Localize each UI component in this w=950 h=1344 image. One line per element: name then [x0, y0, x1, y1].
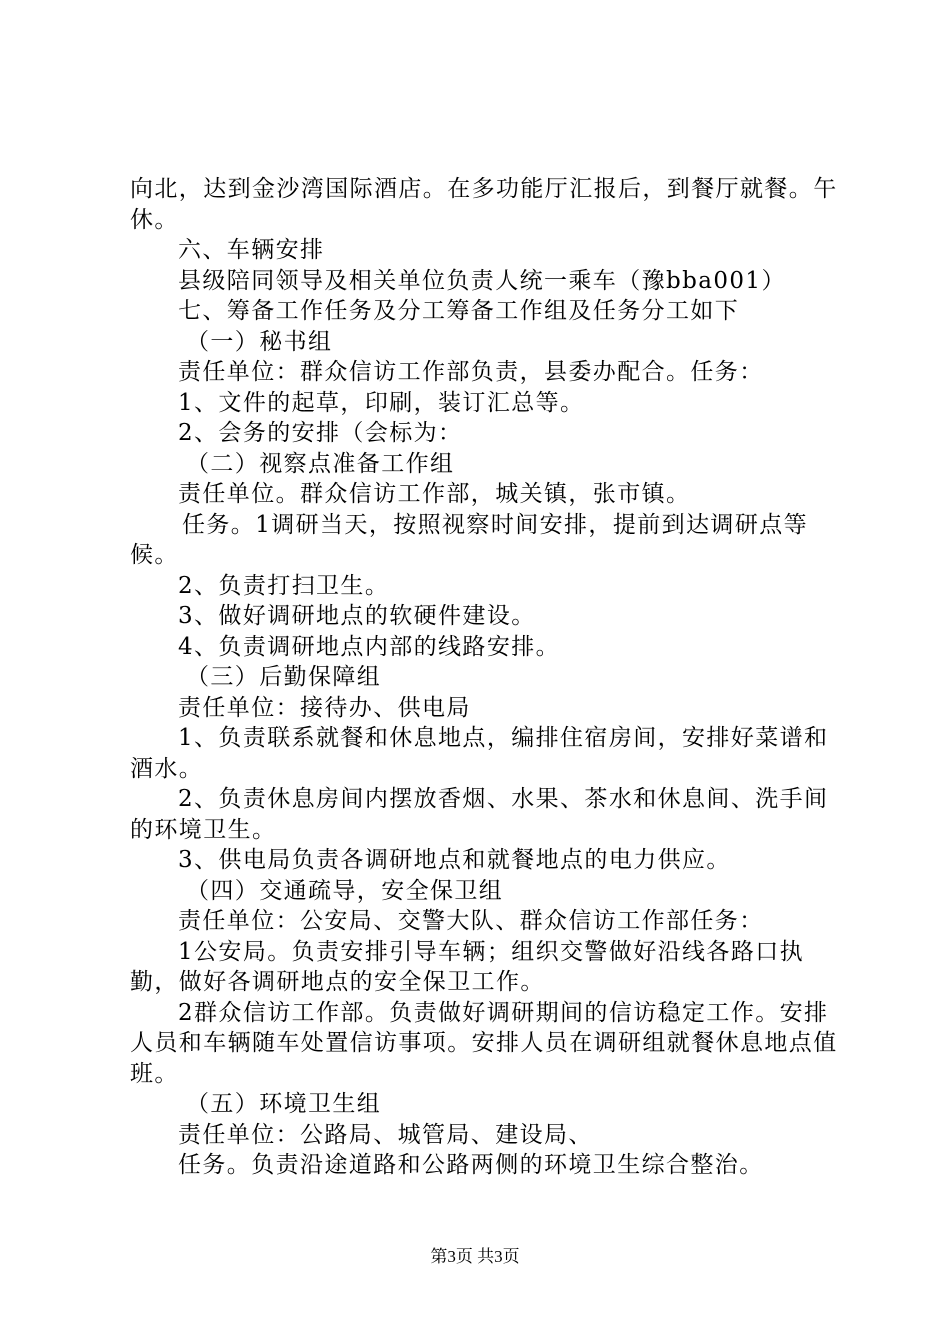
- paragraph: 责任单位：群众信访工作部负责，县委办配合。任务：: [178, 359, 764, 385]
- paragraph: 2、会务的安排（会标为：: [178, 420, 463, 446]
- paragraph: 3、供电局负责各调研地点和就餐地点的电力供应。: [178, 847, 731, 873]
- paragraph: 县级陪同领导及相关单位负责人统一乘车（豫bba001）: [178, 267, 786, 294]
- page-footer: 第3页 共3页: [430, 1247, 520, 1266]
- paragraph: 责任单位。群众信访工作部，城关镇，张市镇。: [178, 481, 691, 507]
- paragraph: （一）秘书组: [186, 328, 333, 355]
- paragraph: 向北，达到金沙湾国际酒店。在多功能厅汇报后，到餐厅就餐。午休。: [130, 176, 838, 233]
- paragraph: 1、文件的起草，印刷，装订汇总等。: [178, 389, 585, 416]
- paragraph: （二）视察点准备工作组: [186, 450, 455, 477]
- paragraph: 责任单位：公路局、城管局、建设局、: [178, 1121, 593, 1148]
- paragraph: 1公安局。负责安排引导车辆；组织交警做好沿线各路口执勤，做好各调研地点的安全保卫工作。: [130, 938, 805, 995]
- paragraph: 任务。1调研当天，按照视察时间安排，提前到达调研点等候。: [130, 511, 809, 568]
- document-body: [130, 174, 850, 1181]
- paragraph: 3、做好调研地点的软硬件建设。: [178, 603, 536, 629]
- paragraph: 2、负责休息房间内摆放香烟、水果、茶水和休息间、洗手间的环境卫生。: [130, 786, 829, 843]
- paragraph: 1、负责联系就餐和休息地点，编排住宿房间，安排好菜谱和酒水。: [130, 725, 829, 782]
- paragraph: 六、车辆安排: [178, 237, 325, 263]
- paragraph: 2、负责打扫卫生。: [178, 572, 390, 599]
- paragraph: 4、负责调研地点内部的线路安排。: [178, 633, 561, 660]
- paragraph: 责任单位：接待办、供电局: [178, 694, 471, 721]
- paragraph: （五）环境卫生组: [186, 1091, 382, 1117]
- paragraph: 七、筹备工作任务及分工筹备工作组及任务分工如下: [178, 298, 740, 324]
- paragraph: 责任单位：公安局、交警大队、群众信访工作部任务：: [178, 908, 764, 934]
- paragraph: （三）后勤保障组: [186, 664, 382, 690]
- paragraph: （四）交通疏导，安全保卫组: [186, 877, 504, 904]
- paragraph: 2群众信访工作部。负责做好调研期间的信访稳定工作。安排人员和车辆随车处置信访事项。安排人员在调研组就餐休息地点值班。: [130, 999, 838, 1087]
- paragraph: 任务。负责沿途道路和公路两侧的环境卫生综合整治。: [178, 1152, 764, 1178]
